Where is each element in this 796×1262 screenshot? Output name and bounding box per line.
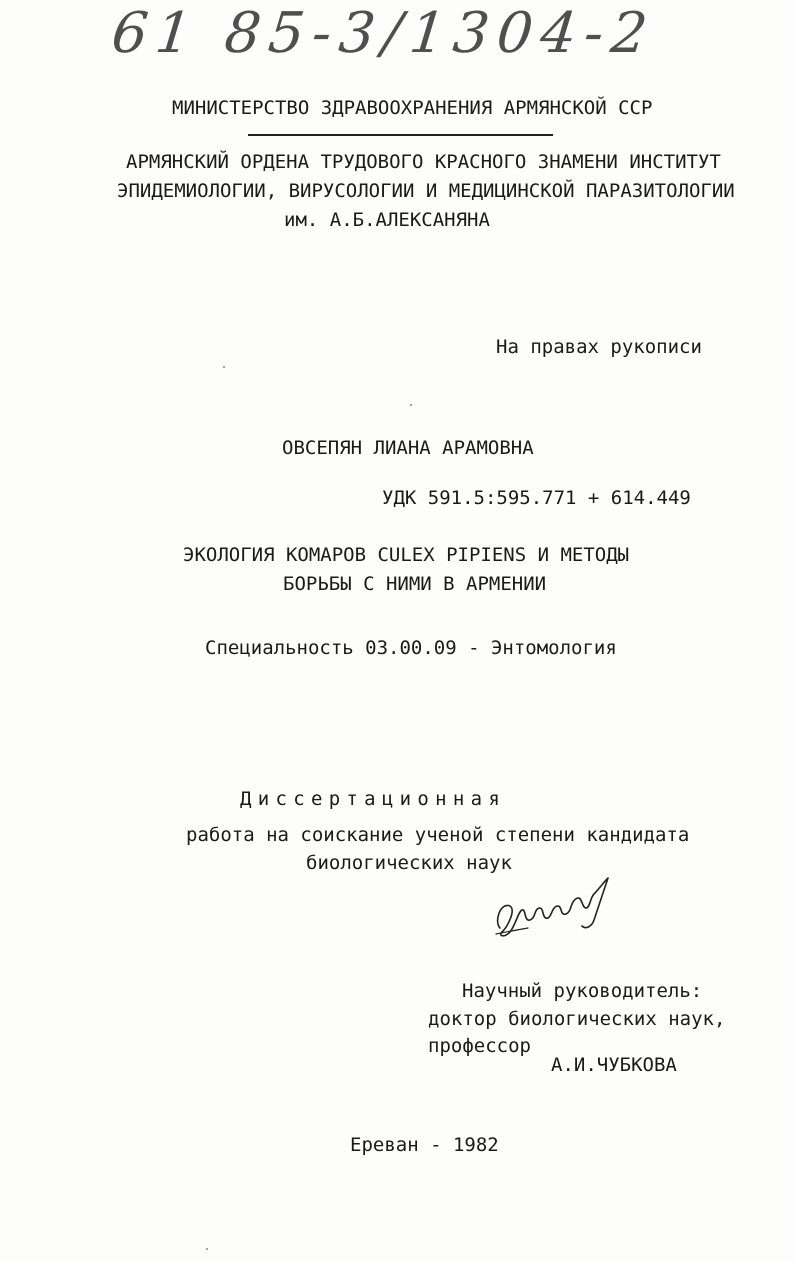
archive-number-handwritten: 61 85-3/1304-2 (108, 1, 659, 66)
dissertation-label: Диссертационная (240, 788, 507, 810)
title-line-1: ЭКОЛОГИЯ КОМАРОВ CULEX PIPIENS И МЕТОДЫ (183, 544, 630, 566)
ministry-heading: МИНИСТЕРСТВО ЗДРАВООХРАНЕНИЯ АРМЯНСКОЙ ССР (172, 97, 653, 119)
author-name: ОВСЕПЯН ЛИАНА АРАМОВНА (282, 437, 534, 459)
supervisor-label: Научный руководитель: (462, 980, 703, 1002)
scan-speck (223, 366, 225, 368)
header-divider (248, 134, 553, 136)
udc-code: УДК 591.5:595.771 + 614.449 (382, 487, 691, 509)
scan-speck (206, 1248, 208, 1250)
scan-speck (410, 404, 412, 406)
specialty: Специальность 03.00.09 - Энтомология (205, 637, 617, 659)
supervisor-name: А.И.ЧУБКОВА (551, 1054, 677, 1076)
city-year: Ереван - 1982 (350, 1134, 499, 1156)
institute-line-3: им. А.Б.АЛЕКСАНЯНА (284, 209, 490, 231)
supervisor-rank: профессор (428, 1035, 531, 1057)
supervisor-degree: доктор биологических наук, (428, 1008, 726, 1030)
dissertation-line-2: работа на соискание ученой степени кандидата (186, 824, 690, 846)
institute-line-2: ЭПИДЕМИОЛОГИИ, ВИРУСОЛОГИИ И МЕДИЦИНСКОЙ ПАРАЗИТОЛОГИИ (117, 180, 735, 202)
rights-notice: На правах рукописи (496, 336, 702, 358)
author-signature (486, 872, 626, 944)
dissertation-line-3: биологических наук (306, 852, 512, 874)
institute-line-1: АРМЯНСКИЙ ОРДЕНА ТРУДОВОГО КРАСНОГО ЗНАМЕНИ ИНСТИТУТ (126, 151, 721, 173)
title-line-2: БОРЬБЫ С НИМИ В АРМЕНИИ (283, 573, 547, 595)
